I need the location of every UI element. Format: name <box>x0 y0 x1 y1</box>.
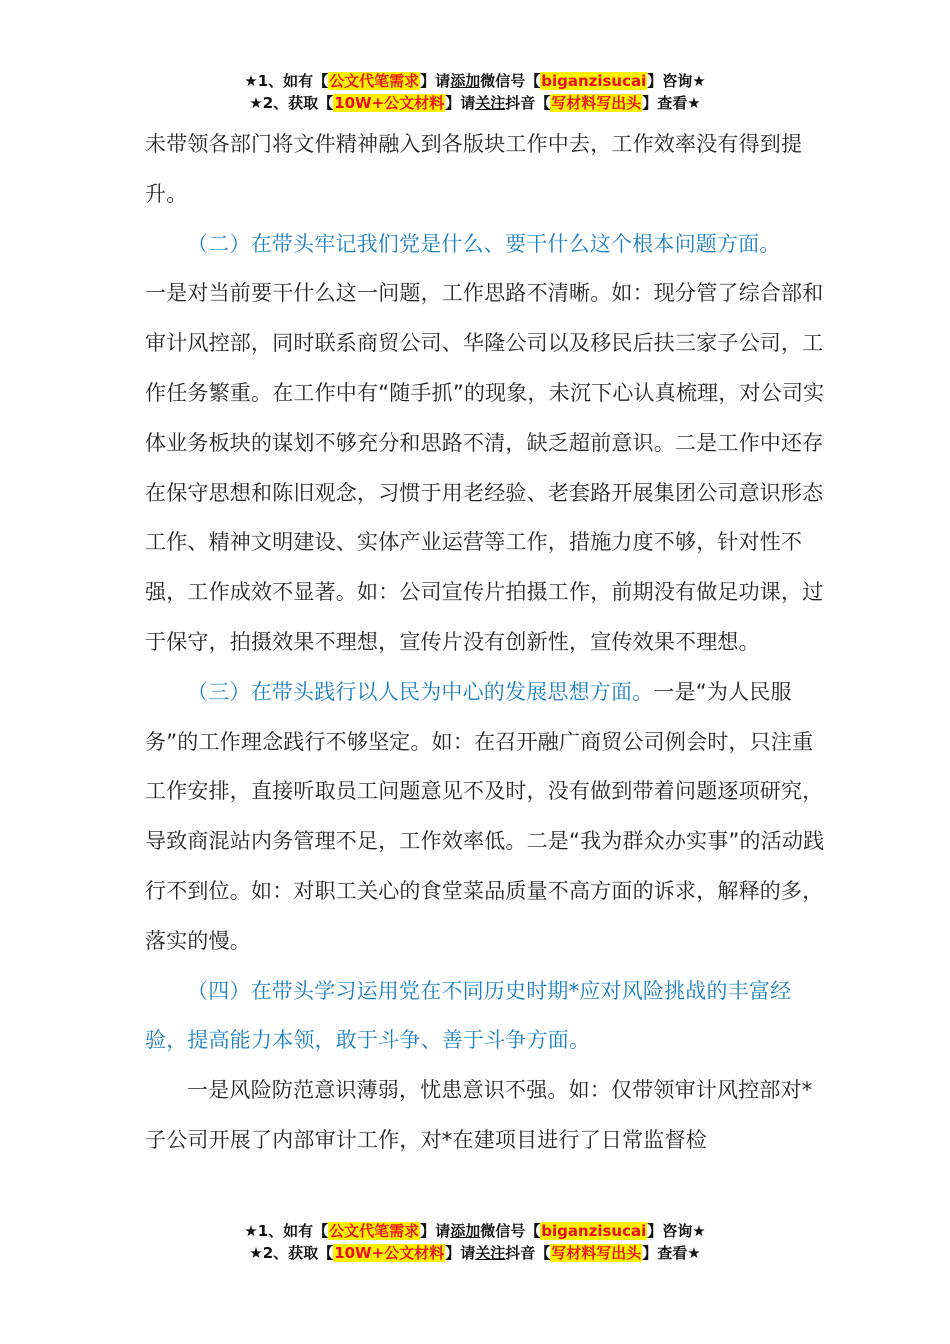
banner-text: 微信号【 <box>480 1222 541 1240</box>
banner-line-2 <box>0 1242 950 1264</box>
banner-text: 】请 <box>420 1222 451 1240</box>
banner-underlined-text: 关注 <box>475 1244 506 1262</box>
banner-underlined-text: 添加 <box>450 1222 481 1240</box>
highlight-service: 公文代笔需求 <box>329 1222 420 1240</box>
highlight-service: 公文代笔需求 <box>329 72 420 90</box>
document-body <box>145 120 825 1166</box>
paragraph-section-4: 一是风险防范意识薄弱，忧患意识不强。如：仅带领审计风控部对*子公司开展了内部审计工作，对*在建项目进行了日常监督检 <box>145 1078 813 1152</box>
banner-text: ★1、如有【 <box>244 72 329 90</box>
banner-text: 】请 <box>445 1244 476 1262</box>
section-3 <box>145 668 825 967</box>
banner-text: 】咨询★ <box>647 1222 706 1240</box>
banner-text: ★2、获取【 <box>249 94 334 112</box>
banner-line-1 <box>0 1220 950 1242</box>
banner-text: 】查看★ <box>642 1244 701 1262</box>
highlight-materials: 10W+公文材料 <box>334 1244 445 1262</box>
paragraph-continued: 未带领各部门将文件精神融入到各版块工作中去，工作效率没有得到提升。 <box>145 132 803 206</box>
banner-text: ★1、如有【 <box>244 1222 329 1240</box>
banner-text: ★2、获取【 <box>249 1244 334 1262</box>
banner-underlined-text: 添加 <box>450 72 481 90</box>
footer-banner <box>0 1220 950 1264</box>
section-heading-2: （二）在带头牢记我们党是什么、要干什么这个根本问题方面。 <box>187 231 781 256</box>
banner-text: 抖音【 <box>505 1244 551 1262</box>
banner-line-1 <box>0 70 950 92</box>
banner-text: 微信号【 <box>480 72 541 90</box>
highlight-materials: 10W+公文材料 <box>334 94 445 112</box>
highlight-douyin-id: 写材料写出头 <box>551 1244 642 1262</box>
paragraph-section-3: 一是“为人民服务”的工作理念践行不够坚定。如：在召开融广商贸公司例会时，只注重工作安排，直接听取员工问题意见不及时，没有做到带着问题逐项研究，导致商混站内务管理不足，工作效率低。二是“我为群众办实事”的活动践行不到位。如：对职工关心的食堂菜品质量不高方面的诉求，解释的多，落实的慢。 <box>145 679 825 953</box>
highlight-wechat-id: biganzisucai <box>541 72 647 90</box>
banner-underlined-text: 关注 <box>475 94 506 112</box>
banner-text: 抖音【 <box>505 94 551 112</box>
highlight-douyin-id: 写材料写出头 <box>551 94 642 112</box>
section-heading-4: （四）在带头学习运用党在不同历史时期*应对风险挑战的丰富经验，提高能力本领，敢于斗争、善于斗争方面。 <box>145 978 792 1053</box>
highlight-wechat-id: biganzisucai <box>541 1222 647 1240</box>
section-heading-3: （三）在带头践行以人民为中心的发展思想方面。 <box>187 679 654 704</box>
header-banner <box>0 70 950 114</box>
paragraph-section-2: 一是对当前要干什么这一问题，工作思路不清晰。如：现分管了综合部和审计风控部，同时联系商贸公司、华隆公司以及移民后扶三家子公司，工作任务繁重。在工作中有“随手抓”的现象，未沉下心认真梳理，对公司实体业务板块的谋划不够充分和思路不清，缺乏超前意识。二是工作中还存在保守思想和陈旧观念，习惯于用老经验、老套路开展集团公司意识形态工作、精神文明建设、实体产业运营等工作，措施力度不够，针对性不强，工作成效不显著。如：公司宣传片拍摄工作，前期没有做足功课，过于保守，拍摄效果不理想，宣传片没有创新性，宣传效果不理想。 <box>145 281 825 654</box>
banner-text: 】请 <box>445 94 476 112</box>
banner-line-2 <box>0 92 950 114</box>
banner-text: 】请 <box>420 72 451 90</box>
banner-text: 】查看★ <box>642 94 701 112</box>
banner-text: 】咨询★ <box>647 72 706 90</box>
